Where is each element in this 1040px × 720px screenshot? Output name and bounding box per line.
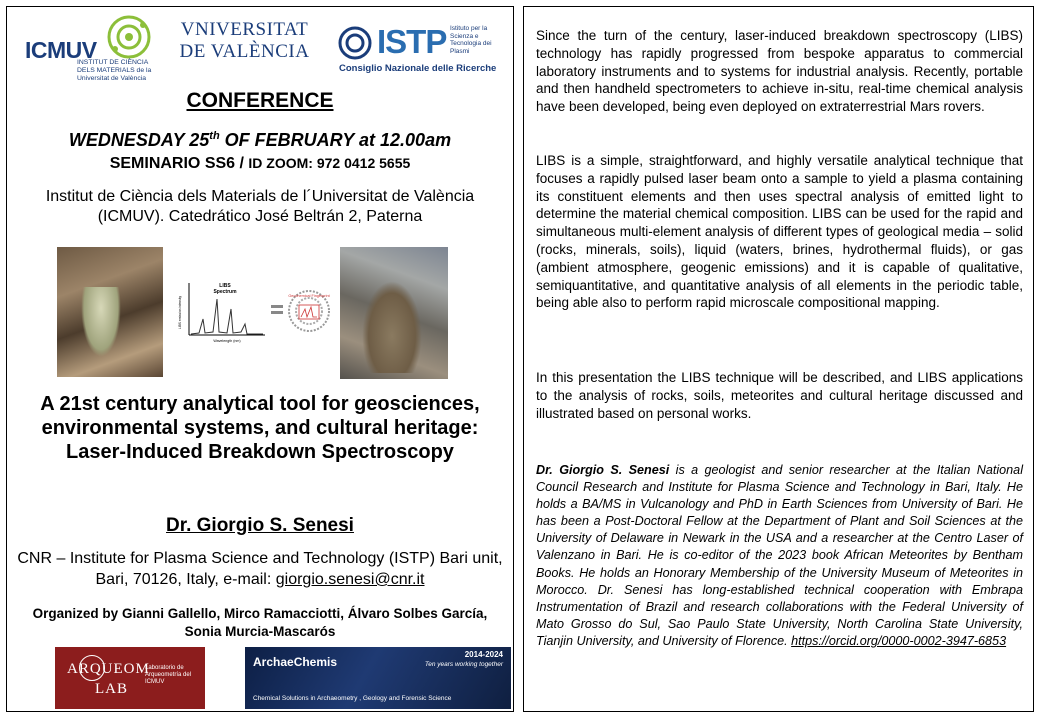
conference-heading: CONFERENCE	[186, 89, 334, 112]
istp-logo	[337, 23, 507, 79]
researcher-figure	[362, 281, 422, 373]
arqueomlab-logo	[55, 647, 205, 709]
archaechemis-tagline: Ten years working together	[424, 661, 503, 668]
zoom-id: ID ZOOM: 972 0412 5655	[248, 155, 411, 171]
spectrum-ylabel: LIBS emission intensity	[178, 296, 182, 329]
bio-text: is a geologist and senior researcher at the Italian National Council Research and Institute for Plasma Science and Technology in Bari, Italy. He holds a BA/MS in Vulcanology and PhD in Earth Sciences from University of Bari. He has been a Post-Doctoral Fellow at the Department of Plant and Soil Sciences at the University of Delaware in Newark in the USA and a researcher at the Centro Laser of Valenzano in Bari. He is co-editor of the 2023 book African Meteorites by Bentham Books. He holds an Honorary Membership of the University Museum of Meteorites in Morocco. Dr. Senesi has long-established technical cooperation with Embrapa Instrumentation of Brazil and research collaborations with the Federal University of Mato Grosso do Sul, Sao Paulo State University, North Carolina State University, Tianjin University, and University of Florence.	[536, 463, 1023, 648]
icmuv-logo-word: ICMUV	[25, 37, 97, 63]
speaker-name: Dr. Giorgio S. Senesi	[166, 515, 354, 536]
speaker-biography	[536, 462, 1023, 650]
cave-photo	[57, 247, 163, 377]
abstract-paragraph-3: In this presentation the LIBS technique will be described, and LIBS applications to the analysis of rocks, soils, meteorites and cultural heritage discussed and illustrated based on personal works.	[536, 370, 1023, 421]
conference-date	[7, 130, 513, 151]
abstract-paragraph-1: Since the turn of the century, laser-induced breakdown spectroscopy (LIBS) technology has rapidly progressed from bespoke apparatus to commercial laboratory instruments and to systems for industrial analysis. Recently, portable and then handheld spectrometers to achieve in-situ, real-time chemical analysis have been developed, being even deployed on extraterrestrial Mars rovers.	[536, 28, 1023, 115]
uv-logo-line1: VNIVERSITAT	[180, 19, 309, 40]
icmuv-logo-subtitle: INSTITUT DE CIÈNCIA DELS MATERIALS de la Universitat de València	[77, 59, 152, 82]
icmuv-mark-icon	[107, 15, 151, 59]
libs-spectrum-figure	[175, 279, 335, 345]
affiliation-text: CNR – Institute for Plasma Science and Technology (ISTP) Bari unit, Bari, 70126, Italy, e-mail:	[17, 550, 503, 588]
archaechemis-subtitle: Chemical Solutions in Archaeometry , Geology and Forensic Science	[253, 695, 452, 702]
istp-logo-word: ISTP	[377, 23, 447, 60]
arqueomlab-side: Laboratorio de Arqueometría del ICMUV	[145, 665, 192, 685]
organizers: Organized by Gianni Gallello, Mirco Ramacciotti, Álvaro Solbes García, Sonia Murcia-Mascarós	[32, 606, 488, 639]
icmuv-logo	[25, 15, 160, 87]
arqueomlab-line1: ARQUEOM	[67, 661, 150, 677]
seminar-label: SEMINARIO SS6 /	[109, 155, 249, 172]
uv-logo	[177, 19, 312, 81]
fingerprint-label: Geochemical Fingerprint	[288, 294, 330, 298]
left-panel	[6, 6, 514, 712]
archaechemis-logo	[245, 647, 511, 709]
email-link[interactable]: giorgio.senesi@cnr.it	[275, 571, 425, 588]
talk-title: A 21st century analytical tool for geosciences, environmental systems, and cultural heritage: Laser-Induced Breakdown Spectroscopy	[40, 393, 480, 463]
spectrum-label: LIBS	[219, 283, 231, 289]
cnr-ring-icon	[337, 25, 373, 61]
uv-logo-line2: DE VALÈNCIA	[179, 41, 310, 62]
date-sup: th	[209, 130, 220, 142]
orcid-link[interactable]: https://orcid.org/0000-0002-3947-6853	[791, 633, 1007, 648]
bio-speaker-name: Dr. Giorgio S. Senesi	[536, 463, 670, 477]
institute-address: Institut de Ciència dels Materials de l´Universitat de València (ICMUV). Catedrático José Beltrán 2, Paterna	[45, 188, 475, 225]
archaechemis-name: ArchaeChemis	[253, 655, 338, 669]
archaechemis-years: 2014-2024	[464, 650, 503, 659]
field-work-photo	[340, 247, 448, 379]
cnr-name: Consiglio Nazionale delle Ricerche	[339, 63, 497, 74]
istp-logo-side: Istituto per la Scienza e Tecnologia dei Plasmi	[450, 25, 492, 55]
seminar-line	[7, 155, 513, 173]
date-post: OF FEBRUARY at 12.00am	[219, 130, 452, 150]
spectrum-xlabel: Wavelength (nm)	[213, 339, 241, 343]
abstract-paragraph-2: LIBS is a simple, straightforward, and highly versatile analytical technique that focuses a rapidly pulsed laser beam onto a sample to yield a plasma containing its constituent elements and then uses spectral analysis of emitted light to determine the material chemical composition. LIBS can be used for the rapid and simultaneous multi-element analysis of different types of geological media – solid (rocks, minerals, soils), liquid (waters, brines, hydrothermal fluids), or gas (ambient atmosphere, geogenic emissions) and it is capable of qualitative, semiquantitative, and quantitative analysis of all elements in the periodic table, being able also to perform rapid microscale compositional mapping.	[536, 153, 1023, 311]
arqueomlab-line2: LAB	[95, 681, 128, 697]
right-panel	[523, 6, 1034, 712]
spectrum-label2: Spectrum	[213, 289, 237, 295]
researcher-figure	[81, 287, 121, 357]
date-pre: WEDNESDAY 25	[68, 130, 210, 150]
speaker-affiliation	[7, 548, 513, 590]
